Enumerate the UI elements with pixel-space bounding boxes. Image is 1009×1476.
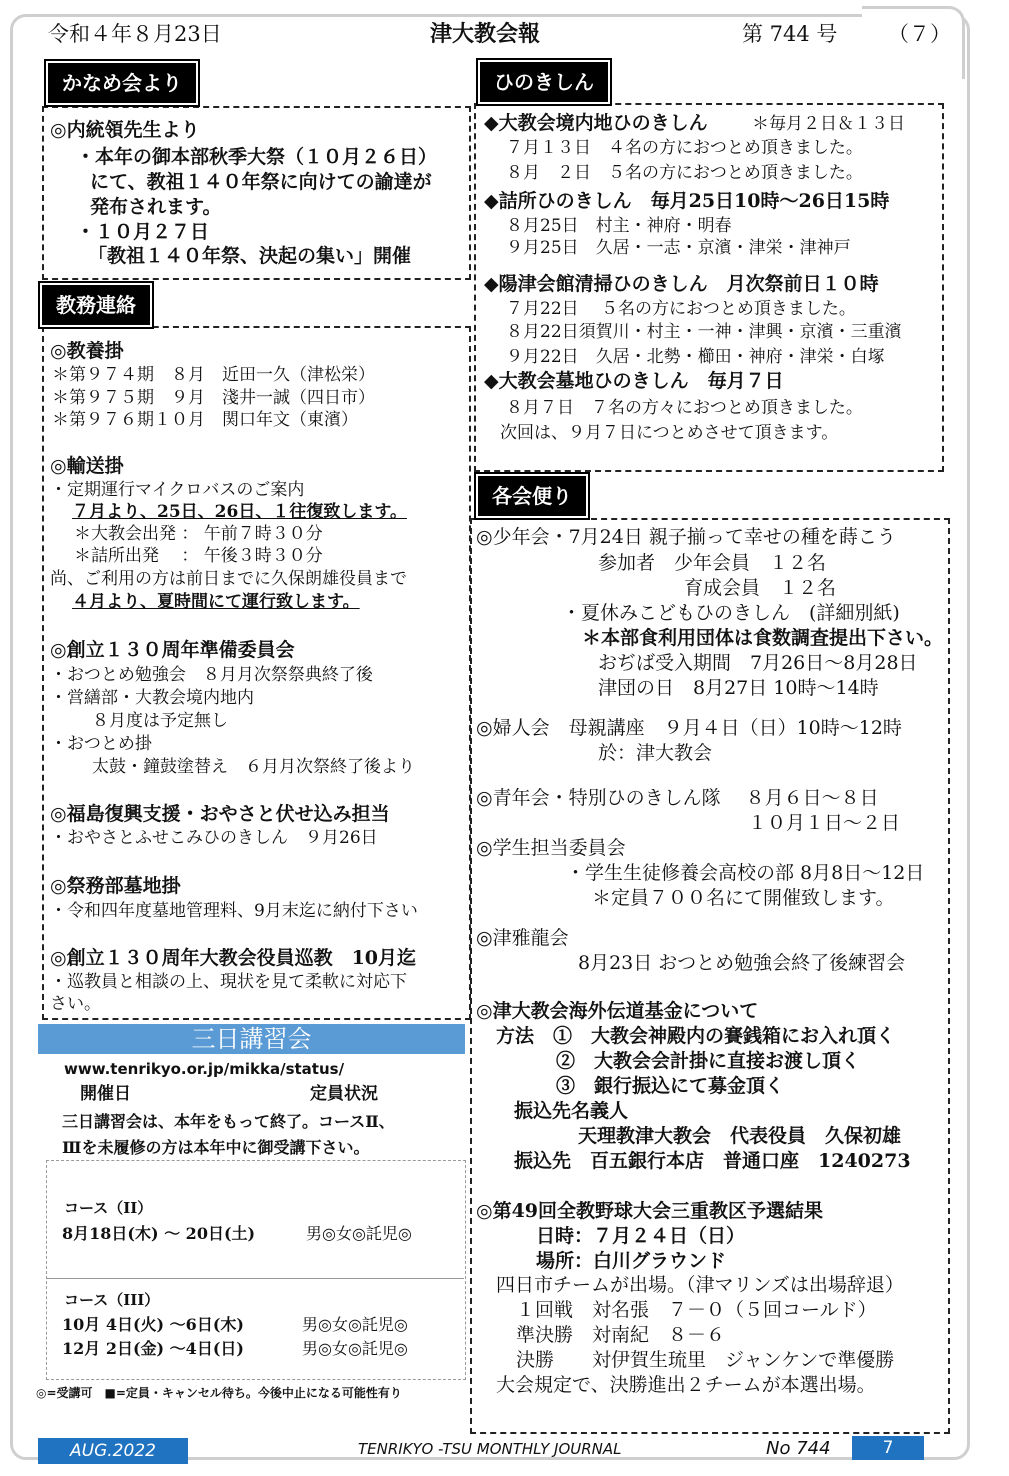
mikka-title: 三日講習会 bbox=[38, 1024, 465, 1054]
kaname-label: かなめ会より bbox=[46, 61, 198, 105]
kyomu-line: 尚、ご利用の方は前日までに久保朗雄役員まで bbox=[50, 569, 407, 589]
kakukai-line: ◎青年会・特別ひのきしん隊 ８月６日～８日 bbox=[476, 787, 879, 809]
kakukai-line: ◎津雅龍会 bbox=[476, 927, 569, 949]
page-number: （７） bbox=[888, 22, 951, 46]
kakukai-line: 育成会員 １２名 bbox=[684, 577, 837, 599]
kaname-line: ◎内統領先生より bbox=[50, 119, 200, 141]
kyomu-line: ◎創立１３０周年大教会役員巡教 10月迄 bbox=[50, 947, 417, 969]
kakukai-line: 参加者 少年会員 １２名 bbox=[598, 552, 827, 574]
kakukai-line: ・夏休みこどもひのきしん (詳細別紙) bbox=[562, 602, 900, 624]
kyomu-line: 太鼓・鐘鼓塗替え ６月月次祭終了後より bbox=[92, 757, 415, 777]
mikka-note: Ⅲを未履修の方は本年中に御受講下さい。 bbox=[62, 1138, 370, 1157]
course3-status: 男◎女◎託児◎ bbox=[302, 1315, 408, 1334]
kakukai-line: ◎婦人会 母親講座 ９月４日（日）10時～12時 bbox=[476, 717, 902, 739]
hino-line: ９月25日 久居・一志・京濱・津栄・津神戸 bbox=[506, 238, 851, 258]
kakukai-line: 四日市チームが出場。（津マリンズは出場辞退） bbox=[496, 1274, 904, 1296]
hino-line: ７月22日 ５名の方におつとめ頂きました。 bbox=[506, 299, 856, 319]
kakukai-line: ＊本部食利用団体は食数調査提出下さい。 bbox=[582, 627, 944, 649]
mikka-legend: ◎=受講可 ■=定員・キャンセル待ち。今後中止になる可能性有り bbox=[36, 1386, 402, 1400]
kyomu-line: ・定期運行マイクロバスのご案内 bbox=[50, 480, 305, 500]
hino-line: ８月 ２日 ５名の方におつとめ頂きました。 bbox=[506, 163, 863, 183]
kyomu-line: ７月より、25日、26日、１往復致します。 bbox=[72, 502, 407, 522]
hino-line: ＊毎月２日＆１３日 bbox=[752, 114, 905, 134]
kyomu-line: ＊第９７６期１０月 関口年文（東濱） bbox=[52, 410, 358, 430]
kakukai-line: １回戦 対名張 ７－０（５回コールド） bbox=[516, 1299, 877, 1321]
kaname-line: 発布されます。 bbox=[90, 196, 222, 218]
course3-date: 12月 2日(金) ～4日(日) bbox=[62, 1339, 244, 1358]
hino-line: ◆大教会墓地ひのきしん 毎月７日 bbox=[484, 370, 784, 392]
kakukai-line: ② 大教会会計掛に直接お渡し頂く bbox=[556, 1050, 861, 1072]
course3-status: 男◎女◎託児◎ bbox=[302, 1339, 408, 1358]
kakukai-line: ③ 銀行振込にて募金頂く bbox=[556, 1075, 785, 1097]
kyomu-line: ・令和四年度墓地管理料、9月末迄に納付下さい bbox=[50, 901, 418, 921]
kyomu-line: ・営繕部・大教会境内地内 bbox=[50, 688, 254, 708]
kyomu-line: ＊第９７５期 ９月 淺井一誠（四日市） bbox=[52, 388, 375, 408]
kyomu-line: ◎祭務部墓地掛 bbox=[50, 875, 181, 897]
kyomu-line: さい。 bbox=[50, 994, 101, 1014]
kyomu-label: 教務連絡 bbox=[40, 283, 152, 327]
kaname-line: ・本年の御本部秋季大祭（１０月２６日） bbox=[76, 146, 438, 168]
course2-status: 男◎女◎託児◎ bbox=[306, 1224, 412, 1243]
kakukai-line: 振込先名義人 bbox=[514, 1100, 629, 1122]
kyomu-line: ・おつとめ掛 bbox=[50, 734, 152, 754]
kyomu-line: ＊詰所出発 ： 午後３時３０分 bbox=[74, 546, 323, 566]
mikka-note: 三日講習会は、本年をもって終了。コースⅡ、 bbox=[62, 1112, 395, 1131]
kakukai-line: 大会規定で、決勝進出２チームが本選出場。 bbox=[496, 1374, 876, 1396]
mikka-col-date: 開催日 bbox=[80, 1084, 131, 1104]
kakukai-line: 方法 ① 大教会神殿内の賽銭箱にお入れ頂く bbox=[496, 1025, 896, 1047]
kyomu-line: ◎教養掛 bbox=[50, 340, 124, 362]
course3-date: 10月 4日(火) ～6日(木) bbox=[62, 1315, 244, 1334]
hino-line: ８月22日須賀川・村主・一神・津興・京濱・三重濱 bbox=[506, 322, 902, 342]
kyomu-line: ８月度は予定無し bbox=[92, 711, 228, 731]
mikka-col-status: 定員状況 bbox=[310, 1084, 378, 1104]
hino-line: ９月22日 久居・北勢・櫛田・神府・津栄・白塚 bbox=[506, 347, 885, 367]
hino-line: ◆大教会境内地ひのきしん bbox=[484, 112, 708, 134]
kakukai-line: おぢば受入期間 7月26日～8月28日 bbox=[598, 652, 918, 674]
kakukai-line: ◎少年会・7月24日 親子揃って幸せの種を蒔こう bbox=[476, 526, 896, 548]
footer-issue: No 744 bbox=[766, 1438, 831, 1459]
kaname-line: ・１０月２７日 bbox=[76, 221, 210, 243]
kakukai-line: 決勝 対伊賀生琉里 ジャンケンで準優勝 bbox=[516, 1349, 895, 1371]
kakukai-line: ◎第49回全教野球大会三重教区予選結果 bbox=[476, 1200, 824, 1222]
mikka-url[interactable]: www.tenrikyo.or.jp/mikka/status/ bbox=[64, 1060, 345, 1078]
kyomu-line: ４月より、夏時間にて運行致します。 bbox=[72, 592, 360, 612]
kakukai-line: 津団の日 8月27日 10時～14時 bbox=[598, 677, 879, 699]
hino-line: ７月１３日 ４名の方におつとめ頂きました。 bbox=[506, 138, 863, 158]
course2-date: 8月18日(木) ～ 20日(土) bbox=[62, 1224, 256, 1243]
hinokishin-label: ひのきしん bbox=[478, 60, 610, 104]
course3-label: コース（III） bbox=[64, 1291, 160, 1309]
kakukai-line: 日時：７月２４日（日） bbox=[536, 1225, 746, 1247]
hino-line: ◆詰所ひのきしん 毎月25日10時～26日15時 bbox=[484, 190, 890, 212]
hino-line: 次回は、９月７日につとめさせて頂きます。 bbox=[500, 423, 839, 443]
kyomu-line: ・巡教員と相談の上、現状を見て柔軟に対応下 bbox=[50, 972, 407, 992]
kakukai-line: ◎津大教会海外伝道基金について bbox=[476, 1000, 759, 1022]
hino-line: ◆陽津会館清掃ひのきしん 月次祭前日１０時 bbox=[484, 273, 879, 295]
kyomu-line: ＊第９７４期 ８月 近田一久（津松栄） bbox=[52, 365, 375, 385]
kaname-line: 「教祖１４０年祭、決起の集い」開催 bbox=[88, 245, 412, 267]
course2-label: コース（II） bbox=[64, 1199, 153, 1217]
issue-number: 第 744 号 bbox=[742, 22, 838, 46]
kyomu-line: ＊大教会出発 ： 午前７時３０分 bbox=[74, 524, 323, 544]
kyomu-line: ◎創立１３０周年準備委員会 bbox=[50, 639, 295, 661]
kakukai-line: ＊定員７００名にて開催致します。 bbox=[592, 887, 895, 909]
kakukai-line: 振込先 百五銀行本店 普通口座 1240273 bbox=[514, 1150, 911, 1172]
kyomu-line: ・おやさとふせこみひのきしん ９月26日 bbox=[50, 828, 378, 848]
journal-title: 津大教会報 bbox=[430, 21, 541, 47]
kakukai-line: １０月１日～２日 bbox=[748, 812, 901, 834]
footer-date: AUG.2022 bbox=[38, 1438, 188, 1464]
kakukai-line: ・学生生徒修養会高校の部 8月8日～12日 bbox=[566, 862, 925, 884]
kakukai-line: 天理教津大教会 代表役員 久保初雄 bbox=[578, 1125, 902, 1147]
kakukai-label: 各会便り bbox=[476, 474, 588, 518]
footer-journal: TENRIKYO -TSU MONTHLY JOURNAL bbox=[358, 1440, 622, 1458]
kaname-line: にて、教祖１４０年祭に向けての諭達が bbox=[90, 171, 432, 193]
kakukai-line: 於：津大教会 bbox=[598, 742, 713, 764]
kyomu-line: ・おつとめ勉強会 ８月月次祭祭典終了後 bbox=[50, 665, 373, 685]
kakukai-line: ◎学生担当委員会 bbox=[476, 837, 626, 859]
kakukai-line: 準決勝 対南紀 ８－６ bbox=[516, 1324, 726, 1346]
hino-line: ８月７日 ７名の方々におつとめ頂きました。 bbox=[506, 398, 863, 418]
footer-page: 7 bbox=[852, 1436, 924, 1460]
kyomu-line: ◎輸送掛 bbox=[50, 455, 124, 477]
course-divider bbox=[46, 1278, 464, 1279]
kakukai-line: 8月23日 おつとめ勉強会終了後練習会 bbox=[578, 952, 906, 974]
kakukai-line: 場所：白川グラウンド bbox=[536, 1250, 727, 1272]
kyomu-line: ◎福島復興支援・おやさと伏せ込み担当 bbox=[50, 803, 390, 825]
hino-line: ８月25日 村主・神府・明春 bbox=[506, 216, 732, 236]
issue-date: 令和４年８月23日 bbox=[48, 22, 222, 46]
